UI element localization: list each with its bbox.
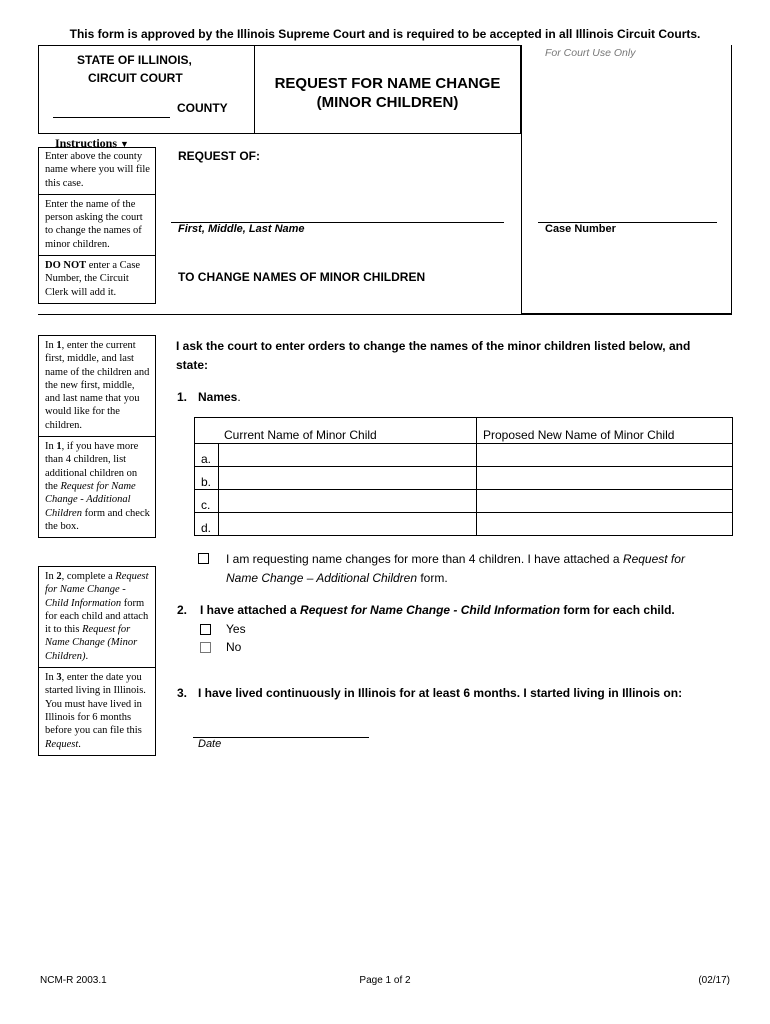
instruction-segment: 2	[56, 571, 62, 582]
page-number: Page 1 of 2	[359, 975, 411, 986]
current-name-field[interactable]	[218, 513, 477, 536]
instruction-segment: .	[85, 650, 89, 662]
table-row	[195, 490, 733, 513]
petitioner-name-field[interactable]	[171, 205, 504, 223]
instruction-segment: form for each child and attach it to this	[45, 597, 149, 636]
county-field[interactable]	[53, 101, 170, 118]
proposed-name-field[interactable]	[477, 490, 733, 513]
circuit-court-label: CIRCUIT COURT	[88, 71, 183, 85]
court-use-box	[521, 45, 732, 314]
names-table-header	[195, 418, 733, 444]
intro-line2: state:	[176, 358, 209, 372]
more-children-checkbox[interactable]	[198, 553, 209, 564]
section3-text: I have lived continuously in Illinois for at least 6 months. I started living in Illinois on:	[198, 686, 683, 700]
no-label: No	[226, 640, 242, 654]
names-table-corner	[195, 418, 219, 444]
proposed-name-field[interactable]	[477, 513, 733, 536]
instruction-segment: 1	[56, 441, 62, 453]
additional-children-form-name-a: Request for	[622, 552, 685, 566]
instruction-segment: Request for Name Change (Minor Children)	[45, 624, 138, 662]
instruction-segment: , complete a	[61, 571, 116, 582]
case-number-field[interactable]	[538, 205, 717, 223]
caption-bottom-rule	[38, 314, 732, 315]
additional-children-form-name-b: Name Change – Additional Children	[226, 571, 418, 585]
instruction-segment: .	[78, 738, 81, 750]
request-of-label: REQUEST OF:	[178, 149, 261, 163]
instructions-box-attachments	[38, 566, 156, 756]
instruction-segment: DO NOT	[45, 260, 87, 272]
section2-post: form for each child.	[560, 603, 675, 617]
row-label: b.	[195, 467, 219, 490]
instruction-segment: In	[45, 441, 57, 453]
residence-date-field[interactable]	[193, 720, 369, 738]
intro-line1: I ask the court to enter orders to change the names of the minor children listed below, and	[176, 339, 691, 353]
instruction-segment: , enter the date you started living in Illinois. You must have lived in Illinois for 6 months before you can file this	[45, 672, 146, 737]
current-name-field[interactable]	[218, 490, 477, 513]
instruction-text	[39, 336, 155, 436]
section2-pre: I have attached a	[200, 603, 301, 617]
instruction-segment: Enter above the county name where you will file this case.	[45, 151, 150, 189]
more-children-text-pre: I am requesting name changes for more than 4 children. I have attached a	[226, 552, 623, 566]
current-name-header: Current Name of Minor Child	[218, 418, 477, 444]
instructions-box-caption	[38, 147, 156, 304]
instruction-segment: Request	[45, 738, 79, 750]
names-table	[194, 417, 733, 536]
section3-number: 3.	[177, 686, 188, 700]
table-row	[195, 467, 733, 490]
instruction-segment: 1	[56, 340, 62, 351]
form-id: NCM-R 2003.1	[40, 975, 107, 986]
instruction-segment: 3	[56, 672, 62, 684]
county-label: COUNTY	[177, 101, 228, 115]
current-name-field[interactable]	[218, 444, 477, 467]
section1-number: 1.	[177, 390, 188, 404]
instruction-segment: In	[45, 672, 57, 684]
instruction-segment: In	[45, 340, 57, 351]
more-children-text-line2	[226, 571, 448, 585]
instruction-segment: , enter the current first, middle, and last name of the children and the new first, middle, and last name that you would like for the children.	[45, 340, 150, 431]
yes-label: Yes	[226, 622, 246, 636]
court-use-label: For Court Use Only	[545, 47, 636, 59]
approval-notice: This form is approved by the Illinois Supreme Court and is required to be accepted in all Illinois Circuit Courts.	[69, 27, 701, 41]
no-checkbox[interactable]	[200, 642, 211, 653]
more-children-text-line1	[226, 552, 685, 566]
section1-title: Names	[198, 390, 238, 404]
proposed-name-field[interactable]	[477, 467, 733, 490]
instruction-segment: , if you have more than 4 children, list additional children on the	[45, 441, 139, 492]
row-label: d.	[195, 513, 219, 536]
section1-period: .	[237, 390, 241, 404]
form-title-line1: REQUEST FOR NAME CHANGE	[274, 75, 501, 92]
section2-number: 2.	[177, 603, 188, 617]
more-children-text-post: form.	[417, 571, 448, 585]
instruction-segment: Request for Name Change - Child Information	[45, 571, 149, 609]
form-title-line2: (MINOR CHILDREN)	[316, 94, 459, 111]
instruction-text	[39, 147, 155, 194]
proposed-name-field[interactable]	[477, 444, 733, 467]
purpose-label: TO CHANGE NAMES OF MINOR CHILDREN	[178, 270, 426, 284]
row-label: a.	[195, 444, 219, 467]
table-row	[195, 444, 733, 467]
instruction-segment: form and check the box.	[45, 507, 150, 532]
revision-date: (02/17)	[698, 975, 730, 986]
instruction-text	[39, 436, 155, 537]
proposed-name-header: Proposed New Name of Minor Child	[477, 418, 733, 444]
yes-checkbox[interactable]	[200, 624, 211, 635]
instruction-segment: enter a Case Number, the Circuit Clerk will add it.	[45, 260, 141, 298]
residence-date-caption: Date	[198, 738, 222, 750]
instructions-box-names	[38, 335, 156, 538]
instructions-arrow-icon: ▼	[120, 139, 129, 149]
table-row	[195, 513, 733, 536]
instructions-label: Instructions	[55, 136, 118, 150]
petitioner-name-caption: First, Middle, Last Name	[178, 223, 305, 235]
instruction-segment: In	[45, 571, 57, 582]
current-name-field[interactable]	[218, 467, 477, 490]
instruction-text	[39, 194, 155, 255]
instruction-segment: Enter the name of the person asking the court to change the names of minor children.	[45, 198, 143, 250]
instruction-segment: Request for Name Change - Additional Children	[45, 480, 136, 519]
case-number-caption: Case Number	[545, 223, 616, 235]
section1-heading	[198, 390, 241, 404]
instruction-text	[39, 255, 155, 303]
instruction-text	[39, 667, 155, 755]
section2-text	[200, 603, 675, 617]
row-label: c.	[195, 490, 219, 513]
instruction-text	[39, 567, 155, 667]
child-information-form-name: Request for Name Change - Child Information	[300, 603, 561, 617]
state-label: STATE OF ILLINOIS,	[77, 53, 192, 67]
